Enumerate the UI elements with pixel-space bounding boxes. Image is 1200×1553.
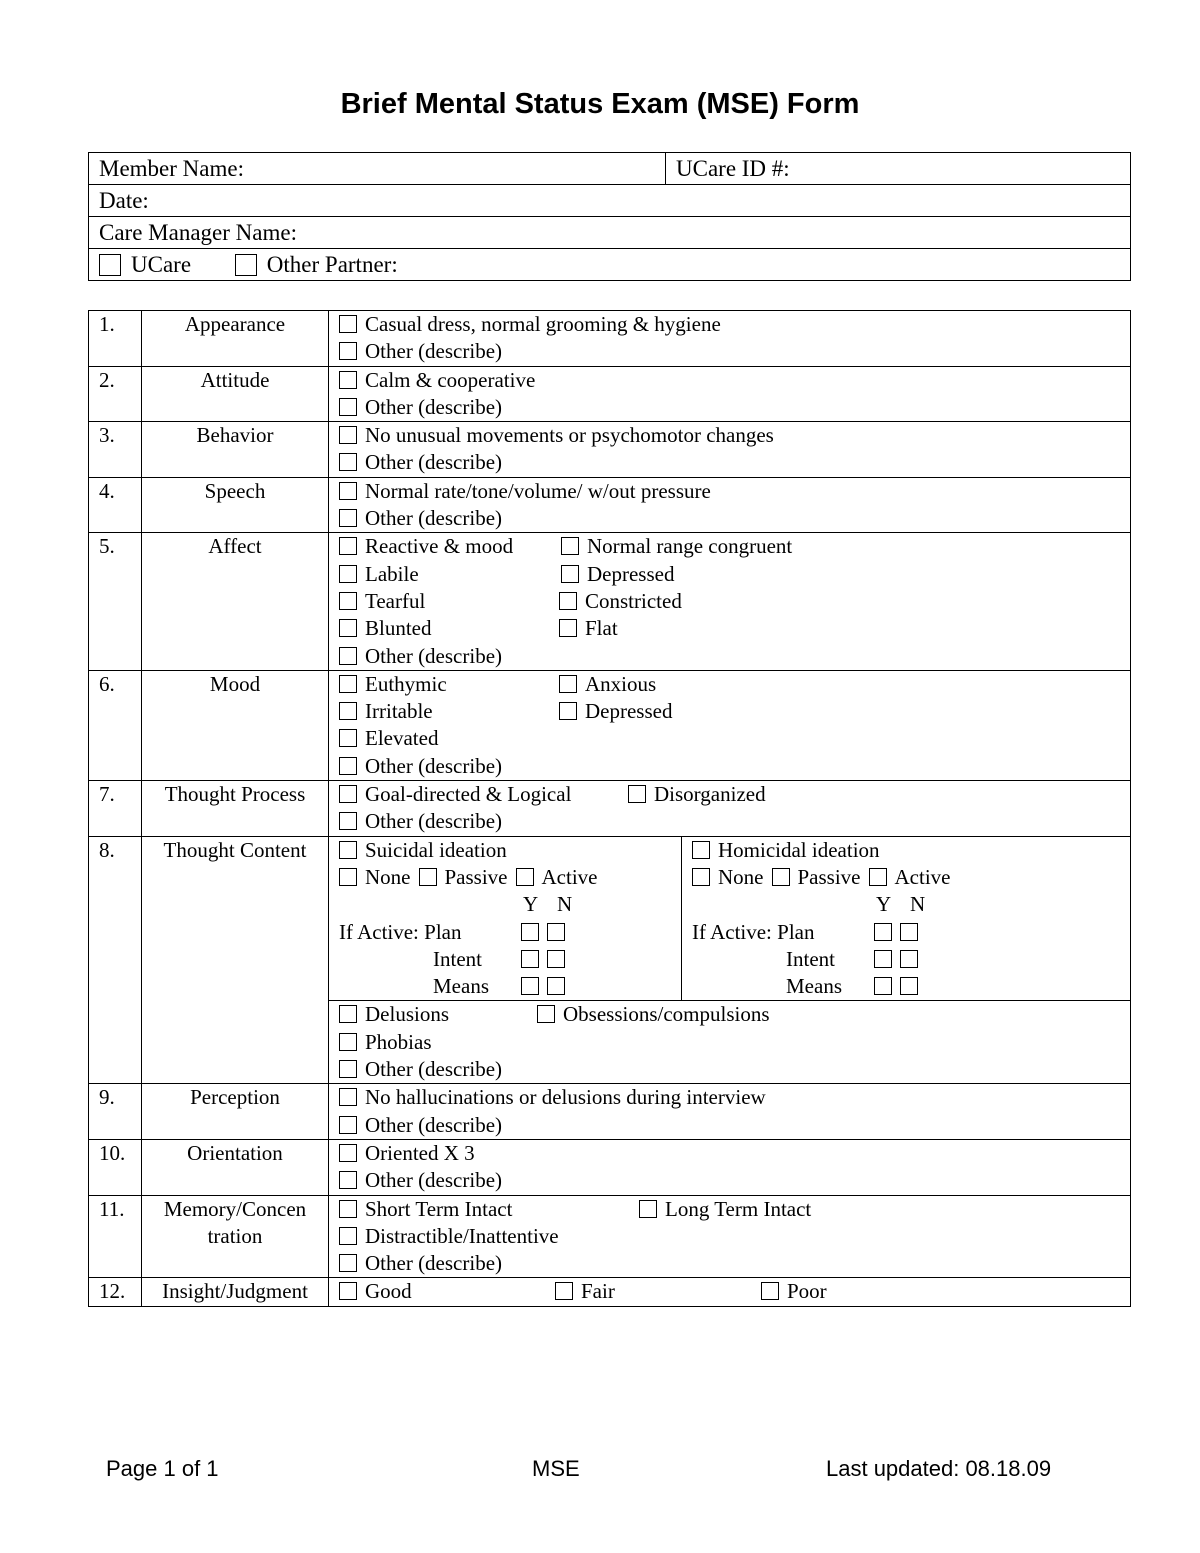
- option-label: Oriented X 3: [365, 1140, 475, 1165]
- checkbox[interactable]: [339, 371, 357, 389]
- row-number: 12.: [89, 1278, 142, 1306]
- table-row: [89, 1195, 1131, 1278]
- option-label: Other (describe): [365, 1057, 503, 1082]
- option-label: Phobias: [365, 1029, 432, 1054]
- checkbox[interactable]: [628, 785, 646, 803]
- checkbox[interactable]: [339, 757, 357, 775]
- checkbox[interactable]: [521, 950, 539, 968]
- checkbox[interactable]: [874, 950, 892, 968]
- table-row: [89, 1084, 1131, 1140]
- row-label: Perception: [142, 1084, 329, 1140]
- checkbox[interactable]: [639, 1200, 657, 1218]
- option-label: Casual dress, normal grooming & hygiene: [365, 312, 721, 336]
- checkbox[interactable]: [339, 565, 357, 583]
- option-label: Constricted: [585, 588, 682, 613]
- option-label: Depressed: [585, 699, 673, 724]
- checkbox[interactable]: [692, 868, 710, 886]
- checkbox[interactable]: [874, 923, 892, 941]
- table-row: [89, 1278, 1131, 1306]
- row-number: 3.: [89, 422, 142, 478]
- checkbox[interactable]: [339, 426, 357, 444]
- option-label: Other (describe): [365, 1112, 503, 1137]
- option-label: No hallucinations or delusions during interview: [365, 1085, 766, 1110]
- checkbox[interactable]: [521, 923, 539, 941]
- checkbox[interactable]: [339, 342, 357, 360]
- option-label: Other (describe): [365, 1251, 503, 1276]
- checkbox[interactable]: [339, 812, 357, 830]
- mse-table: [88, 310, 1131, 1307]
- checkbox[interactable]: [339, 398, 357, 416]
- option-label: No unusual movements or psychomotor changes: [365, 423, 774, 448]
- row-number: 7.: [89, 781, 142, 837]
- option-label: Irritable: [365, 699, 433, 724]
- plan-type-row: UCare Other Partner:: [89, 249, 1131, 281]
- row-number: 8.: [89, 836, 142, 1084]
- page-title: Brief Mental Status Exam (MSE) Form: [340, 88, 860, 120]
- checkbox[interactable]: [772, 868, 790, 886]
- checkbox[interactable]: [339, 1254, 357, 1272]
- option-label: Normal range congruent: [587, 534, 793, 559]
- table-row: [89, 670, 1131, 780]
- row-number: 9.: [89, 1084, 142, 1140]
- checkbox[interactable]: [339, 675, 357, 693]
- checkbox[interactable]: [339, 1200, 357, 1218]
- other-partner-checkbox[interactable]: [235, 254, 257, 276]
- row-label: Thought Process: [142, 781, 329, 837]
- yes-header: Y: [876, 892, 892, 917]
- option-label: Other (describe): [365, 643, 503, 668]
- ucare-id-field[interactable]: UCare ID #:: [666, 153, 1131, 185]
- option-label: Long Term Intact: [665, 1196, 812, 1221]
- date-field[interactable]: Date:: [89, 185, 1131, 217]
- footer-center: MSE: [532, 1456, 580, 1481]
- checkbox[interactable]: [547, 923, 565, 941]
- checkbox[interactable]: [339, 647, 357, 665]
- no-header: N: [910, 892, 926, 917]
- option-label: Normal rate/tone/volume/ w/out pressure: [365, 478, 711, 503]
- row-number: 5.: [89, 533, 142, 670]
- checkbox[interactable]: [559, 702, 577, 720]
- member-info-table: [88, 152, 1131, 281]
- yes-header: Y: [523, 892, 539, 917]
- member-name-field[interactable]: Member Name:: [89, 153, 666, 185]
- checkbox[interactable]: [339, 1171, 357, 1189]
- row-label: Attitude: [142, 366, 329, 422]
- checkbox[interactable]: [339, 729, 357, 747]
- option-label: Depressed: [587, 561, 675, 586]
- table-row: [89, 533, 1131, 670]
- option-label: Tearful: [365, 588, 426, 613]
- checkbox[interactable]: [339, 1227, 357, 1245]
- row-label: Appearance: [142, 311, 329, 367]
- checkbox[interactable]: [339, 1005, 357, 1023]
- checkbox[interactable]: [339, 1116, 357, 1134]
- option-label: Other (describe): [365, 1168, 503, 1193]
- option-label: Distractible/Inattentive: [365, 1223, 559, 1248]
- option-label: Poor: [787, 1279, 827, 1304]
- row-number: 11.: [89, 1195, 142, 1278]
- option-label: Fair: [581, 1279, 615, 1304]
- checkbox[interactable]: [559, 675, 577, 693]
- option-label: Reactive & mood: [365, 534, 514, 559]
- row-label: Affect: [142, 533, 329, 670]
- option-label: Delusions: [365, 1002, 449, 1027]
- checkbox[interactable]: [521, 977, 539, 995]
- checkbox[interactable]: [339, 482, 357, 500]
- checkbox[interactable]: [559, 619, 577, 637]
- checkbox[interactable]: [561, 565, 579, 583]
- checkbox[interactable]: [339, 619, 357, 637]
- checkbox[interactable]: [516, 868, 534, 886]
- checkbox[interactable]: [339, 1088, 357, 1106]
- checkbox[interactable]: [339, 702, 357, 720]
- row-number: 4.: [89, 477, 142, 533]
- checkbox[interactable]: [874, 977, 892, 995]
- checkbox[interactable]: [559, 592, 577, 610]
- table-row: [89, 1139, 1131, 1195]
- option-label: Other (describe): [365, 809, 503, 834]
- row-number: 2.: [89, 366, 142, 422]
- checkbox[interactable]: [339, 509, 357, 527]
- checkbox[interactable]: [761, 1282, 779, 1300]
- row-number: 1.: [89, 311, 142, 367]
- checkbox[interactable]: [339, 868, 357, 886]
- table-row: [89, 366, 1131, 422]
- page-number: Page 1 of 1: [106, 1456, 219, 1481]
- option-label: Homicidal ideation: [718, 837, 880, 862]
- checkbox[interactable]: [547, 950, 565, 968]
- option-label: Euthymic: [365, 671, 447, 696]
- checkbox[interactable]: [900, 923, 918, 941]
- checkbox[interactable]: [900, 950, 918, 968]
- row-number: 6.: [89, 670, 142, 780]
- option-label: Disorganized: [654, 782, 766, 807]
- option-label: Good: [365, 1279, 412, 1304]
- option-label: Other (describe): [365, 450, 503, 475]
- table-row: [89, 477, 1131, 533]
- checkbox[interactable]: [339, 1033, 357, 1051]
- row-label: Orientation: [142, 1139, 329, 1195]
- checkbox[interactable]: [339, 537, 357, 555]
- option-label: Obsessions/compulsions: [563, 1002, 770, 1027]
- suicidal-ideation-checkbox[interactable]: [339, 841, 357, 859]
- option-label: Other (describe): [365, 394, 503, 419]
- option-label: Flat: [585, 616, 618, 641]
- row-label: Thought Content: [142, 836, 329, 1084]
- option-label: Other (describe): [365, 339, 503, 364]
- checkbox[interactable]: [339, 1282, 357, 1300]
- option-label: Suicidal ideation: [365, 837, 507, 862]
- checkbox[interactable]: [339, 453, 357, 471]
- option-label: Elevated: [365, 726, 439, 751]
- table-row: [89, 781, 1131, 837]
- option-label: Anxious: [585, 671, 657, 696]
- option-label: Labile: [365, 561, 419, 586]
- checkbox[interactable]: [339, 315, 357, 333]
- care-manager-field[interactable]: Care Manager Name:: [89, 217, 1131, 249]
- checkbox[interactable]: [869, 868, 887, 886]
- checkbox[interactable]: [555, 1282, 573, 1300]
- homicidal-ideation-checkbox[interactable]: [692, 841, 710, 859]
- checkbox[interactable]: [537, 1005, 555, 1023]
- option-label: Calm & cooperative: [365, 367, 536, 392]
- checkbox[interactable]: [547, 977, 565, 995]
- checkbox[interactable]: [900, 977, 918, 995]
- checkbox[interactable]: [339, 592, 357, 610]
- ideation-subtable: Suicidal ideation None Passive Active Y N If Active: Plan Intent Means Homicidal ideation None Passive Active Y N If Active: Plan Intent Means Delusions Obsessions/compulsions Phobias Other (describe): [329, 837, 1130, 1084]
- checkbox[interactable]: [561, 537, 579, 555]
- option-label: Goal-directed & Logical: [365, 782, 572, 807]
- row-number: 10.: [89, 1139, 142, 1195]
- checkbox[interactable]: [419, 868, 437, 886]
- checkbox[interactable]: [339, 1144, 357, 1162]
- row-label: Memory/Concen tration: [142, 1195, 329, 1278]
- option-label: Other (describe): [365, 753, 503, 778]
- option-label: Other (describe): [365, 506, 503, 531]
- checkbox[interactable]: [339, 1060, 357, 1078]
- no-header: N: [557, 892, 573, 917]
- checkbox[interactable]: [339, 785, 357, 803]
- row-label: Speech: [142, 477, 329, 533]
- option-label: Short Term Intact: [365, 1196, 513, 1221]
- table-row: [89, 422, 1131, 478]
- row-label: Mood: [142, 670, 329, 780]
- table-row: [89, 836, 1131, 1084]
- table-row: [89, 311, 1131, 367]
- row-label: Behavior: [142, 422, 329, 478]
- ucare-checkbox[interactable]: [99, 254, 121, 276]
- last-updated: Last updated: 08.18.09: [826, 1456, 1052, 1481]
- row-label: Insight/Judgment: [142, 1278, 329, 1306]
- option-label: Blunted: [365, 616, 432, 641]
